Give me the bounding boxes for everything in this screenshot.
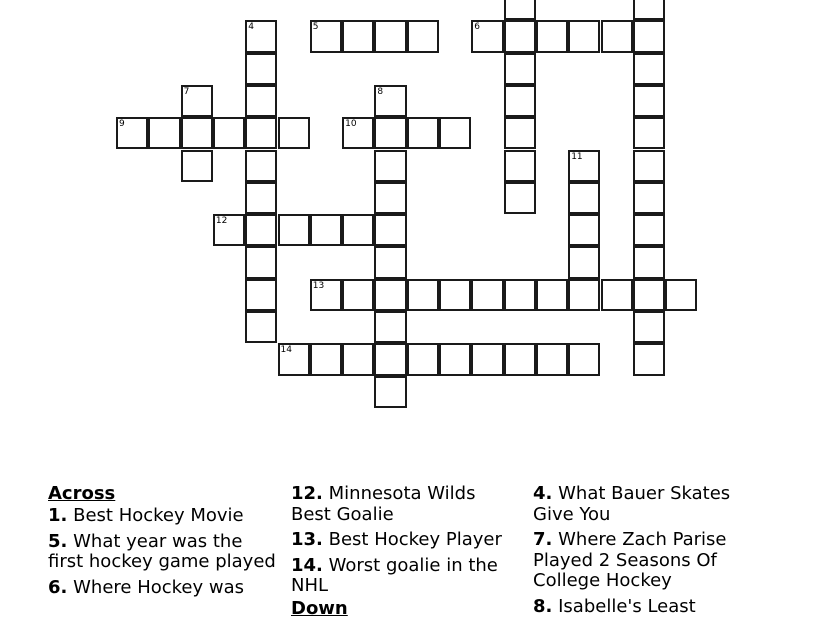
grid-cell[interactable]: [245, 85, 277, 117]
grid-cell[interactable]: [633, 343, 665, 375]
grid-cell[interactable]: [633, 150, 665, 182]
grid-cell[interactable]: [504, 53, 536, 85]
grid-cell[interactable]: [633, 117, 665, 149]
clue-down-7: [533, 530, 763, 592]
grid-cell[interactable]: [471, 20, 503, 52]
grid-cell[interactable]: [633, 246, 665, 278]
grid-cell[interactable]: [374, 279, 406, 311]
clues-section: [48, 484, 778, 620]
cell-number: 10: [345, 119, 357, 130]
grid-cell[interactable]: [633, 311, 665, 343]
grid-cell[interactable]: [439, 279, 471, 311]
grid-cell[interactable]: [439, 117, 471, 149]
grid-cell[interactable]: [568, 214, 600, 246]
grid-cell[interactable]: [278, 343, 310, 375]
grid-cell[interactable]: [374, 246, 406, 278]
grid-cell[interactable]: [633, 53, 665, 85]
grid-cell[interactable]: [568, 150, 600, 182]
cell-number: 7: [183, 86, 190, 97]
grid-cell[interactable]: [181, 85, 213, 117]
grid-cell[interactable]: [374, 214, 406, 246]
clue-across-1: [48, 506, 278, 527]
grid-cell[interactable]: [374, 376, 406, 408]
grid-cell[interactable]: [310, 214, 342, 246]
grid-cell[interactable]: [504, 20, 536, 52]
clue-text: What Bauer Skates Give You: [533, 484, 731, 525]
grid-cell[interactable]: [374, 20, 406, 52]
grid-cell[interactable]: [310, 20, 342, 52]
cell-number: 5: [312, 22, 319, 33]
cell-number: 12: [215, 216, 228, 227]
cell-number: 14: [280, 345, 292, 356]
grid-cell[interactable]: [245, 214, 277, 246]
clue-number: 4.: [533, 484, 553, 504]
grid-cell[interactable]: [245, 311, 277, 343]
grid-cell[interactable]: [665, 279, 697, 311]
across-heading: Across: [48, 484, 116, 504]
grid-cell[interactable]: [633, 182, 665, 214]
clue-number: 14.: [291, 554, 323, 576]
clue-across-13: [291, 530, 521, 551]
clue-down-8: [533, 597, 763, 618]
grid-cell[interactable]: [568, 20, 600, 52]
grid-cell[interactable]: [245, 279, 277, 311]
grid-cell[interactable]: [633, 0, 665, 20]
grid-cell[interactable]: [342, 214, 374, 246]
grid-cell[interactable]: [245, 150, 277, 182]
clue-number: 1.: [48, 505, 68, 526]
grid-cell[interactable]: [471, 343, 503, 375]
grid-cell[interactable]: [536, 343, 568, 375]
grid-cell[interactable]: [407, 20, 439, 52]
grid-cell[interactable]: [181, 117, 213, 149]
cell-number: 11: [571, 151, 583, 162]
clue-text: What year was the first hockey game played: [48, 530, 276, 572]
grid-cell[interactable]: [245, 182, 277, 214]
cell-number: 6: [474, 22, 481, 33]
clue-text: Where Hockey was: [73, 576, 244, 598]
clues-column-3: [533, 484, 763, 620]
clue-number: 7.: [533, 529, 553, 550]
grid-cell[interactable]: [633, 214, 665, 246]
grid-cell[interactable]: [342, 343, 374, 375]
clue-across-14: [291, 556, 521, 597]
clue-down-4: [533, 484, 763, 525]
grid-cell[interactable]: [310, 343, 342, 375]
clue-number: 5.: [48, 530, 68, 552]
clues-column-2: [291, 484, 521, 620]
grid-cell[interactable]: [374, 117, 406, 149]
grid-cell[interactable]: [342, 20, 374, 52]
grid-cell[interactable]: [374, 150, 406, 182]
clue-number: 8.: [533, 595, 553, 617]
grid-cell[interactable]: [536, 279, 568, 311]
grid-cell[interactable]: [504, 182, 536, 214]
grid-cell[interactable]: [568, 343, 600, 375]
clue-number: 6.: [48, 576, 68, 598]
clue-text: Isabelle's Least: [558, 595, 696, 617]
clue-text: Minnesota Wilds Best Goalie: [291, 484, 476, 525]
grid-cell[interactable]: [116, 117, 148, 149]
grid-cell[interactable]: [342, 279, 374, 311]
grid-cell[interactable]: [633, 279, 665, 311]
grid-cell[interactable]: [504, 0, 536, 20]
grid-cell[interactable]: [568, 182, 600, 214]
cell-number: 9: [119, 119, 125, 130]
clue-across-12: [291, 484, 521, 525]
grid-cell[interactable]: [536, 20, 568, 52]
grid-cell[interactable]: [633, 20, 665, 52]
grid-cell[interactable]: [504, 150, 536, 182]
grid-cell[interactable]: [310, 279, 342, 311]
grid-cell[interactable]: [342, 117, 374, 149]
clue-text: Where Zach Parise Played 2 Seasons Of College Hockey: [533, 529, 727, 591]
clues-column-1: [48, 484, 278, 603]
grid-cell[interactable]: [245, 117, 277, 149]
cell-number: 8: [377, 86, 384, 97]
cell-number: 4: [248, 22, 254, 33]
clue-number: 12.: [291, 484, 323, 504]
clue-text: Best Hockey Player: [328, 529, 502, 550]
grid-cell[interactable]: [568, 279, 600, 311]
grid-cell[interactable]: [407, 117, 439, 149]
cell-number: 13: [312, 280, 325, 291]
grid-cell[interactable]: [407, 279, 439, 311]
grid-cell[interactable]: [601, 20, 633, 52]
grid-cell[interactable]: [278, 117, 310, 149]
grid-cell[interactable]: [504, 279, 536, 311]
down-heading: Down: [291, 597, 348, 619]
grid-cell[interactable]: [374, 311, 406, 343]
clue-text: Worst goalie in the NHL: [291, 554, 498, 596]
grid-cell[interactable]: [374, 85, 406, 117]
grid-cell[interactable]: [148, 117, 180, 149]
grid-cell[interactable]: [568, 246, 600, 278]
clue-text: Best Hockey Movie: [73, 505, 244, 526]
grid-cell[interactable]: [245, 20, 277, 52]
clue-number: 13.: [291, 529, 323, 550]
grid-cell[interactable]: [471, 279, 503, 311]
grid-cell[interactable]: [181, 150, 213, 182]
grid-cell[interactable]: [213, 117, 245, 149]
grid-cell[interactable]: [374, 182, 406, 214]
grid-cell[interactable]: [407, 343, 439, 375]
grid-cell[interactable]: [633, 85, 665, 117]
grid-cell[interactable]: [374, 343, 406, 375]
grid-cell[interactable]: [245, 53, 277, 85]
clue-across-5: [48, 532, 278, 573]
grid-cell[interactable]: [504, 85, 536, 117]
grid-cell[interactable]: [504, 343, 536, 375]
clue-across-6: [48, 578, 278, 599]
grid-cell[interactable]: [213, 214, 245, 246]
grid-cell[interactable]: [278, 214, 310, 246]
grid-cell[interactable]: [245, 246, 277, 278]
grid-cell[interactable]: [504, 117, 536, 149]
grid-cell[interactable]: [601, 279, 633, 311]
grid-cell[interactable]: [439, 343, 471, 375]
